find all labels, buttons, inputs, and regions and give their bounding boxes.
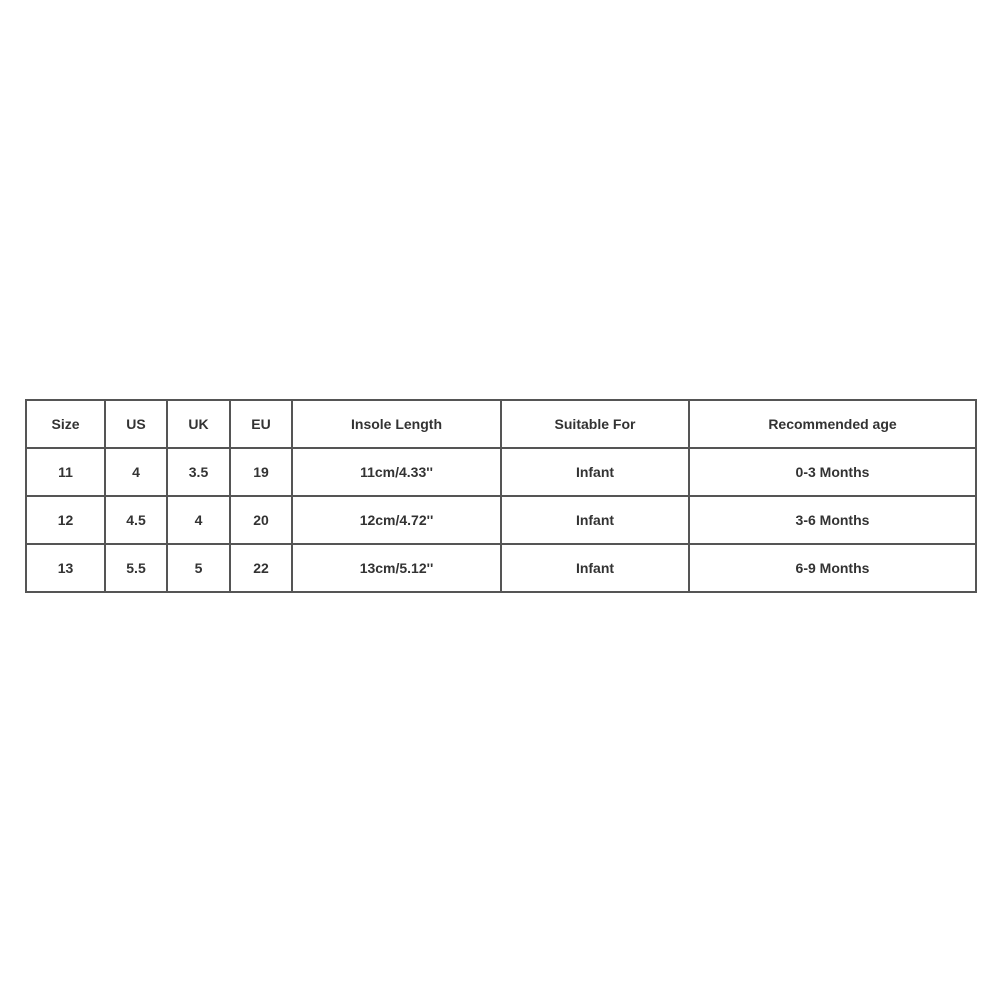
table-row (26, 496, 976, 544)
cell-suitable-for: Infant (501, 544, 689, 592)
cell-size: 13 (26, 544, 105, 592)
cell-us: 4 (105, 448, 167, 496)
cell-uk: 4 (167, 496, 230, 544)
cell-eu: 22 (230, 544, 292, 592)
cell-eu: 19 (230, 448, 292, 496)
size-chart-table (25, 399, 977, 593)
cell-recommended-age: 6-9 Months (689, 544, 976, 592)
cell-recommended-age: 0-3 Months (689, 448, 976, 496)
table-row (26, 544, 976, 592)
cell-insole-length: 12cm/4.72'' (292, 496, 501, 544)
cell-insole-length: 13cm/5.12'' (292, 544, 501, 592)
cell-us: 5.5 (105, 544, 167, 592)
header-us: US (105, 400, 167, 448)
header-recommended-age: Recommended age (689, 400, 976, 448)
cell-insole-length: 11cm/4.33'' (292, 448, 501, 496)
cell-size: 11 (26, 448, 105, 496)
header-eu: EU (230, 400, 292, 448)
header-suitable-for: Suitable For (501, 400, 689, 448)
header-size: Size (26, 400, 105, 448)
table-row (26, 448, 976, 496)
cell-eu: 20 (230, 496, 292, 544)
cell-suitable-for: Infant (501, 448, 689, 496)
cell-us: 4.5 (105, 496, 167, 544)
cell-uk: 5 (167, 544, 230, 592)
cell-size: 12 (26, 496, 105, 544)
cell-suitable-for: Infant (501, 496, 689, 544)
header-row (26, 400, 976, 448)
cell-recommended-age: 3-6 Months (689, 496, 976, 544)
cell-uk: 3.5 (167, 448, 230, 496)
header-uk: UK (167, 400, 230, 448)
header-insole-length: Insole Length (292, 400, 501, 448)
